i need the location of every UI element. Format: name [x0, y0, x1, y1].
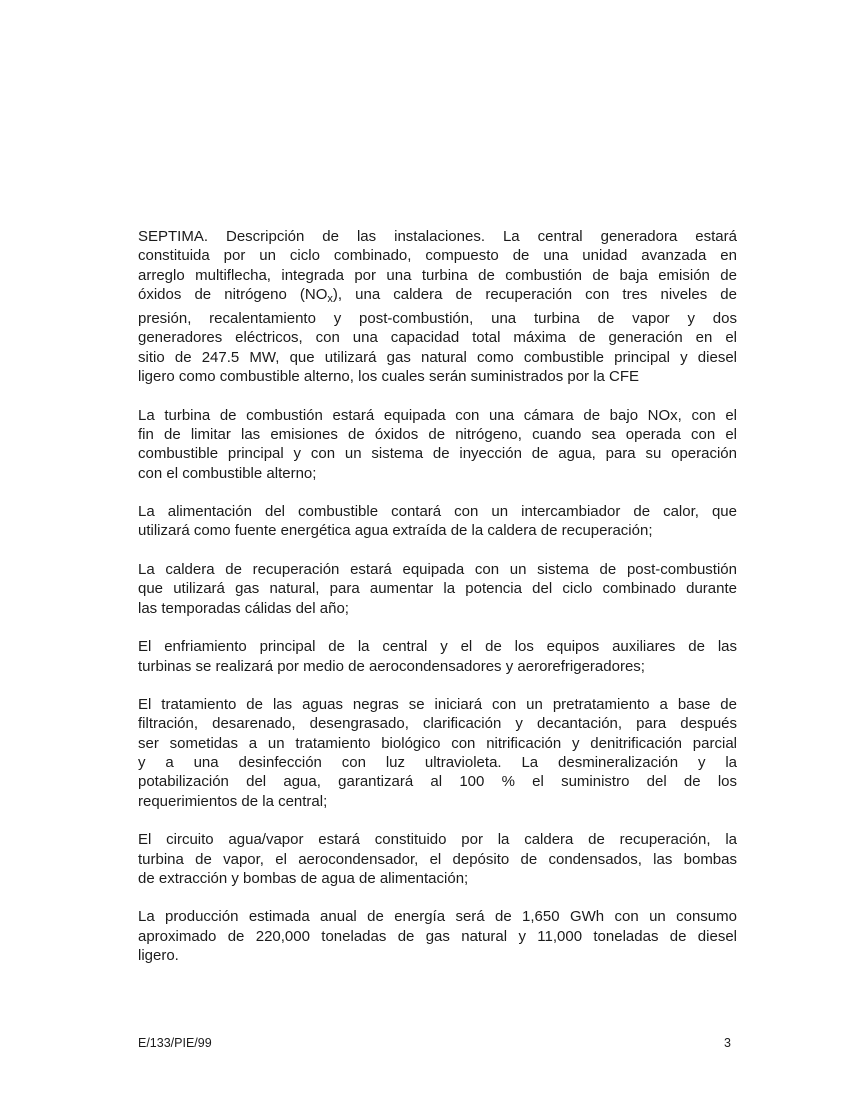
paragraph [138, 907, 737, 965]
text-run: ), una caldera de recuperación con tres niveles de [332, 285, 737, 303]
text-line [138, 560, 737, 579]
text-run: de extracción y bombas de agua de alimentación; [138, 869, 469, 887]
text-line [138, 734, 737, 753]
text-run: El enfriamiento principal de la central y el de los equipos auxiliares de las [138, 638, 737, 656]
text-run: turbinas se realizará por medio de aerocondensadores y aerorefrigeradores; [138, 657, 645, 675]
text-run: con el combustible alterno; [138, 464, 317, 482]
paragraph [138, 560, 737, 618]
text-run: que utilizará gas natural, para aumentar la potencia del ciclo combinado durante [138, 580, 737, 598]
text-run: combustible principal y con un sistema de inyección de agua, para su operación [138, 445, 737, 463]
text-run: fin de limitar las emisiones de óxidos de nitrógeno, cuando sea operada con el [138, 425, 737, 443]
paragraph [138, 406, 737, 483]
text-line [138, 695, 737, 714]
text-line [138, 502, 737, 521]
text-run: óxidos de nitrógeno (NO [138, 285, 328, 303]
text-line [138, 599, 737, 618]
text-run: y a una desinfección con luz ultravioleta. La desmineralización y la [138, 754, 737, 772]
text-run: presión, recalentamiento y post-combustión, una turbina de vapor y dos [138, 310, 737, 328]
paragraph [138, 695, 737, 811]
text-line [138, 792, 737, 811]
text-run: sitio de 247.5 MW, que utilizará gas natural como combustible principal y diesel [138, 348, 737, 366]
text-line [138, 753, 737, 772]
text-line [138, 266, 737, 285]
page-number: 3 [724, 1036, 731, 1050]
text-run: aproximado de 220,000 toneladas de gas natural y 11,000 toneladas de diesel [138, 927, 737, 945]
text-line [138, 348, 737, 367]
paragraph [138, 227, 737, 386]
text-run: La producción estimada anual de energía será de 1,650 GWh con un consumo [138, 908, 737, 926]
text-line [138, 637, 737, 656]
paragraph [138, 637, 737, 676]
paragraph [138, 502, 737, 541]
text-line [138, 328, 737, 347]
text-line [138, 444, 737, 463]
text-line [138, 579, 737, 598]
text-run: turbina de vapor, el aerocondensador, el depósito de condensados, las bombas [138, 850, 737, 868]
text-line [138, 850, 737, 869]
subscript-text: x [327, 292, 333, 305]
text-run: El tratamiento de las aguas negras se iniciará con un pretratamiento a base de [138, 696, 737, 714]
text-line [138, 227, 737, 246]
text-line [138, 946, 737, 965]
text-line [138, 772, 737, 791]
text-run: ligero. [138, 946, 179, 964]
page-footer [138, 1035, 731, 1051]
text-line [138, 406, 737, 425]
text-line [138, 521, 737, 540]
text-line [138, 246, 737, 265]
text-run: requerimientos de la central; [138, 792, 328, 810]
text-run: La turbina de combustión estará equipada con una cámara de bajo NOx, con el [138, 406, 737, 424]
text-run: ser sometidas a un tratamiento biológico con nitrificación y denitrificación parcial [138, 734, 737, 752]
text-line [138, 927, 737, 946]
text-line [138, 657, 737, 676]
text-run: utilizará como fuente energética agua extraída de la caldera de recuperación; [138, 522, 653, 540]
text-run: filtración, desarenado, desengrasado, clarificación y decantación, para después [138, 715, 737, 733]
text-run: las temporadas cálidas del año; [138, 599, 349, 617]
text-line [138, 464, 737, 483]
text-line [138, 714, 737, 733]
document-reference: E/133/PIE/99 [138, 1036, 212, 1050]
text-run: generadores eléctricos, con una capacidad total máxima de generación en el [138, 329, 737, 347]
text-run: ligero como combustible alterno, los cuales serán suministrados por la CFE [138, 368, 640, 386]
text-run: La alimentación del combustible contará con un intercambiador de calor, que [138, 503, 737, 521]
text-line [138, 830, 737, 849]
text-line [138, 869, 737, 888]
text-run: La caldera de recuperación estará equipada con un sistema de post-combustión [138, 561, 737, 579]
text-run: arreglo multiflecha, integrada por una turbina de combustión de baja emisión de [138, 266, 737, 284]
text-run: potabilización del agua, garantizará al 100 % el suministro del de los [138, 773, 737, 791]
text-run: El circuito agua/vapor estará constituido por la caldera de recuperación, la [138, 831, 737, 849]
text-run: constituida por un ciclo combinado, compuesto de una unidad avanzada en [138, 247, 737, 265]
text-line [138, 425, 737, 444]
text-line [138, 907, 737, 926]
text-line [138, 367, 737, 386]
document-body [138, 227, 737, 965]
text-run: SEPTIMA. Descripción de las instalaciones. La central generadora estará [138, 228, 737, 245]
text-line [138, 285, 737, 309]
text-line [138, 309, 737, 328]
paragraph [138, 830, 737, 888]
